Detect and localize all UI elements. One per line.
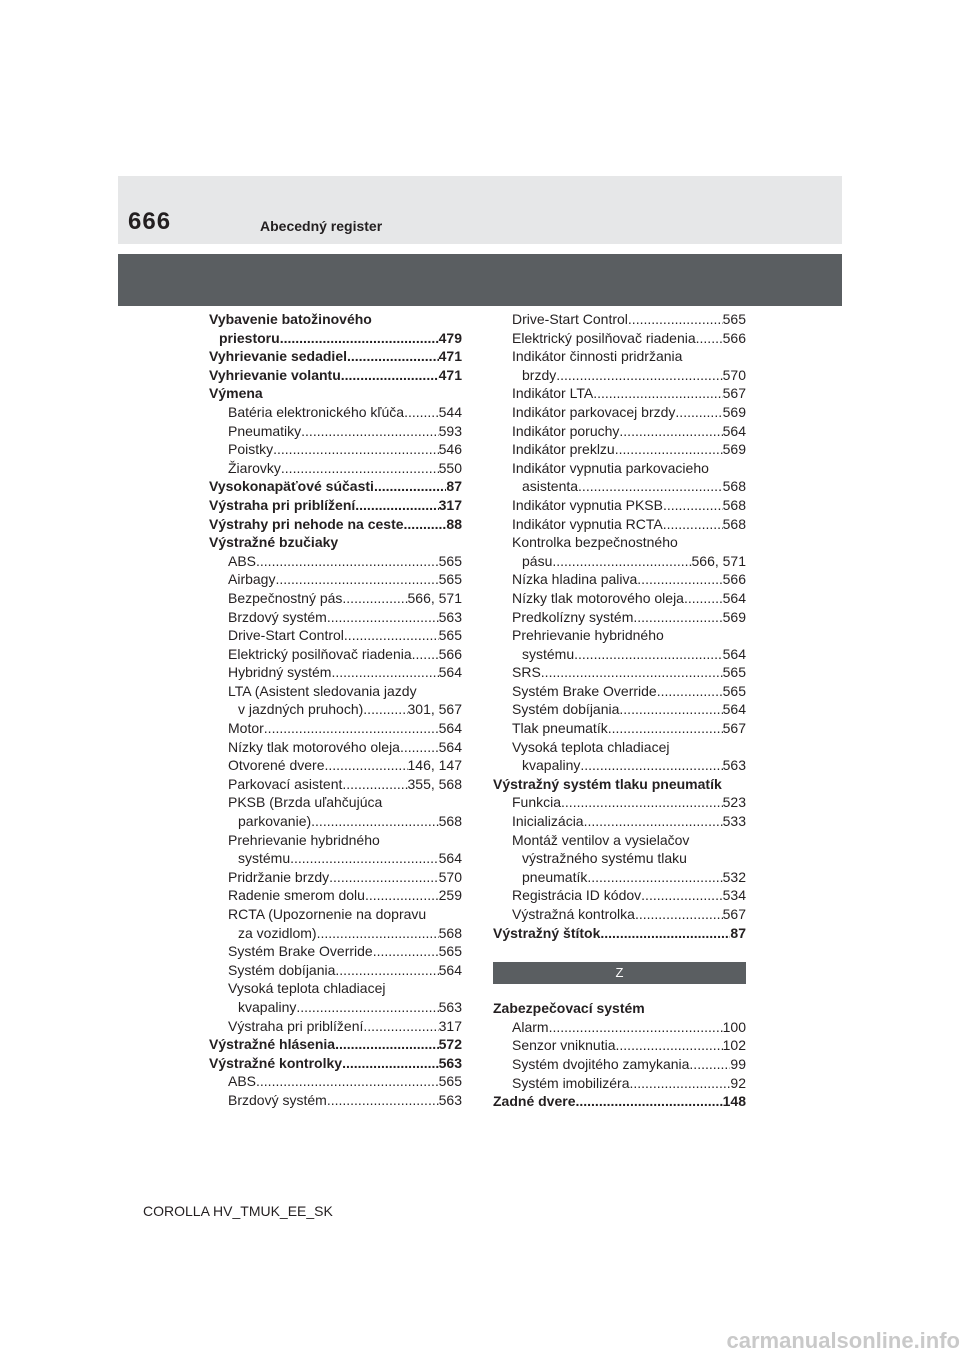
page-reference: 102 bbox=[722, 1037, 746, 1054]
dot-leader bbox=[619, 700, 722, 719]
dot-leader bbox=[342, 589, 407, 608]
page-reference: 567 bbox=[722, 385, 746, 402]
index-term: Predkolízny systém bbox=[512, 608, 634, 625]
index-term: kvapaliny bbox=[238, 998, 297, 1015]
page-reference: 565 bbox=[438, 1073, 462, 1090]
page-reference: 564 bbox=[722, 589, 746, 606]
index-subentry bbox=[209, 589, 462, 608]
index-term: priestoru bbox=[219, 329, 280, 346]
page-reference: 565 bbox=[438, 627, 462, 644]
index-subentry bbox=[209, 626, 462, 645]
index-subentry bbox=[493, 459, 746, 496]
index-entry-list bbox=[493, 310, 746, 942]
index-term: systému bbox=[238, 850, 291, 867]
page-reference: 564 bbox=[722, 422, 746, 439]
index-term: Batéria elektronického kľúča bbox=[228, 403, 405, 420]
page-reference: 564 bbox=[438, 664, 462, 681]
index-term: Brzdový systém bbox=[228, 608, 327, 625]
page-reference: 87 bbox=[730, 924, 746, 941]
page-reference: 87 bbox=[446, 478, 462, 495]
dot-leader bbox=[637, 570, 722, 589]
dot-leader bbox=[344, 626, 439, 645]
index-subentry bbox=[493, 738, 746, 775]
index-entry bbox=[209, 366, 462, 385]
index-term: Vyhrievanie sedadiel bbox=[209, 348, 347, 365]
dot-leader bbox=[329, 868, 438, 887]
index-subentry bbox=[493, 626, 746, 663]
dot-leader bbox=[342, 1054, 439, 1073]
watermark: carmanualsonline.info bbox=[726, 1328, 960, 1353]
index-entry-heading: Vybavenie batožinového bbox=[209, 311, 372, 327]
index-entry bbox=[493, 775, 746, 794]
dot-leader bbox=[629, 1074, 730, 1093]
index-entry-heading: LTA (Asistent sledovania jazdy bbox=[228, 682, 417, 699]
page-reference: 565 bbox=[722, 682, 746, 699]
index-entry-heading: RCTA (Upozornenie na dopravu bbox=[228, 906, 427, 922]
index-subentry bbox=[209, 831, 462, 868]
index-subentry bbox=[493, 831, 746, 887]
index-subentry bbox=[493, 310, 746, 329]
dot-leader bbox=[374, 477, 446, 496]
index-term: Výstražné kontrolky bbox=[209, 1054, 343, 1071]
page-reference: 565 bbox=[722, 664, 746, 681]
dot-leader bbox=[327, 608, 439, 627]
page-reference: 479 bbox=[438, 329, 462, 346]
index-subentry bbox=[493, 793, 746, 812]
dot-leader bbox=[593, 384, 722, 403]
index-entry bbox=[493, 1092, 746, 1111]
index-term: pneumatík bbox=[522, 868, 588, 885]
dot-leader bbox=[400, 738, 439, 757]
page-reference: 565 bbox=[438, 571, 462, 588]
dot-leader bbox=[404, 515, 447, 534]
page-reference: 566 bbox=[722, 329, 746, 346]
page-reference: 564 bbox=[722, 645, 746, 662]
page-reference: 146, 147 bbox=[407, 757, 462, 774]
index-term: ABS bbox=[228, 1073, 257, 1090]
dot-leader bbox=[327, 1091, 439, 1110]
dot-leader bbox=[365, 886, 439, 905]
index-subentry bbox=[209, 961, 462, 980]
index-term: Systém Brake Override bbox=[512, 682, 657, 699]
page-reference: 572 bbox=[438, 1036, 462, 1053]
dot-leader bbox=[635, 905, 723, 924]
page-reference: 565 bbox=[438, 943, 462, 960]
index-column-right bbox=[493, 310, 746, 1111]
page-reference: 568 bbox=[438, 924, 462, 941]
index-term: Drive-Start Control bbox=[228, 627, 344, 644]
dot-leader bbox=[696, 329, 723, 348]
index-subentry bbox=[493, 1018, 746, 1037]
dot-leader bbox=[616, 1036, 723, 1055]
index-entry-heading: Vysoká teplota chladiacej bbox=[228, 980, 386, 997]
index-entry-heading: Indikátor vypnutia parkovacieho bbox=[512, 459, 709, 476]
page-reference: 566 bbox=[722, 571, 746, 588]
index-subentry bbox=[209, 645, 462, 664]
page-reference: 317 bbox=[438, 1017, 462, 1034]
dot-leader bbox=[301, 422, 438, 441]
page-number: 666 bbox=[128, 208, 172, 235]
index-subentry bbox=[493, 1055, 746, 1074]
page-reference: 569 bbox=[722, 441, 746, 458]
index-subentry bbox=[209, 756, 462, 775]
dot-leader bbox=[342, 775, 407, 794]
page-reference: 546 bbox=[438, 441, 462, 458]
page-reference: 565 bbox=[722, 311, 746, 327]
index-entry bbox=[209, 533, 462, 552]
index-term: Výstraha pri priblížení bbox=[228, 1017, 364, 1034]
index-subentry bbox=[493, 440, 746, 459]
section-title: Abecedný register bbox=[260, 218, 383, 234]
index-term: Hybridný systém bbox=[228, 664, 332, 681]
dot-leader bbox=[549, 1018, 723, 1037]
index-subentry bbox=[209, 552, 462, 571]
index-term: Systém dobíjania bbox=[228, 961, 336, 978]
page-reference: 533 bbox=[722, 813, 746, 830]
index-entry bbox=[209, 477, 462, 496]
index-term: Senzor vniknutia bbox=[512, 1037, 616, 1054]
index-term: Brzdový systém bbox=[228, 1091, 327, 1108]
dot-leader bbox=[355, 496, 438, 515]
footer-model-code: COROLLA HV_TMUK_EE_SK bbox=[143, 1203, 333, 1219]
page-reference: 568 bbox=[722, 496, 746, 513]
index-subentry bbox=[209, 868, 462, 887]
index-subentry bbox=[209, 886, 462, 905]
page-reference: 523 bbox=[722, 794, 746, 811]
index-subentry bbox=[493, 347, 746, 384]
index-term: parkovanie) bbox=[238, 813, 312, 830]
dot-leader bbox=[256, 1072, 439, 1091]
index-term: ABS bbox=[228, 552, 257, 569]
index-subentry bbox=[209, 719, 462, 738]
dot-leader bbox=[363, 700, 407, 719]
index-entry bbox=[493, 999, 746, 1018]
dot-leader bbox=[556, 366, 722, 385]
dot-leader bbox=[404, 403, 439, 422]
dot-leader bbox=[296, 998, 438, 1017]
page-reference: 593 bbox=[438, 422, 462, 439]
index-term: brzdy bbox=[522, 366, 557, 383]
index-subentry bbox=[209, 1072, 462, 1091]
page-reference: 259 bbox=[438, 887, 462, 904]
dot-leader bbox=[335, 1035, 439, 1054]
page-reference: 570 bbox=[722, 366, 746, 383]
dot-leader bbox=[641, 886, 722, 905]
index-subentry bbox=[493, 682, 746, 701]
index-entry-list bbox=[209, 310, 462, 1110]
index-subentry bbox=[209, 608, 462, 627]
index-term: Výmena bbox=[209, 385, 263, 402]
index-subentry bbox=[493, 403, 746, 422]
dot-leader bbox=[584, 812, 723, 831]
index-subentry bbox=[493, 384, 746, 403]
index-entry-heading: Kontrolka bezpečnostného bbox=[512, 534, 678, 551]
index-term: v jazdných pruhoch) bbox=[238, 701, 364, 718]
index-term: Indikátor poruchy bbox=[512, 422, 620, 439]
dot-leader bbox=[615, 440, 723, 459]
index-term: Motor bbox=[228, 720, 264, 737]
index-subentry bbox=[493, 663, 746, 682]
index-subentry bbox=[493, 719, 746, 738]
dot-leader bbox=[574, 645, 723, 664]
index-term: Indikátor vypnutia RCTA bbox=[512, 515, 663, 532]
index-subentry bbox=[209, 682, 462, 719]
index-subentry bbox=[209, 979, 462, 1016]
index-subentry bbox=[209, 775, 462, 794]
index-subentry bbox=[493, 570, 746, 589]
dot-leader bbox=[341, 366, 439, 385]
header-band bbox=[118, 176, 842, 244]
page-reference: 92 bbox=[730, 1074, 746, 1091]
dot-leader bbox=[280, 329, 439, 348]
page-reference: 301, 567 bbox=[407, 701, 462, 718]
dot-leader bbox=[628, 310, 723, 329]
page-reference: 564 bbox=[438, 961, 462, 978]
dot-leader bbox=[663, 515, 723, 534]
dot-leader bbox=[363, 1017, 438, 1036]
index-term: systému bbox=[522, 645, 575, 662]
index-term: Otvorené dvere bbox=[228, 757, 325, 774]
page-reference: 355, 568 bbox=[407, 775, 462, 792]
index-term: Systém Brake Override bbox=[228, 943, 373, 960]
index-term: Inicializácia bbox=[512, 813, 584, 830]
index-term: Parkovací asistent bbox=[228, 775, 343, 792]
dot-leader bbox=[347, 347, 439, 366]
index-term: Výstraha pri priblížení bbox=[209, 496, 356, 513]
header-bar bbox=[118, 254, 842, 306]
dot-leader bbox=[575, 1092, 722, 1111]
index-subentry bbox=[209, 905, 462, 942]
page-reference: 563 bbox=[438, 1091, 462, 1108]
index-term: Airbagy bbox=[228, 571, 276, 588]
index-entry bbox=[209, 515, 462, 534]
index-subentry bbox=[493, 886, 746, 905]
dot-leader bbox=[317, 924, 439, 943]
page-reference: 471 bbox=[438, 366, 462, 383]
index-subentry bbox=[209, 1091, 462, 1110]
dot-leader bbox=[290, 849, 439, 868]
page-reference: 564 bbox=[438, 850, 462, 867]
index-subentry bbox=[493, 329, 746, 348]
index-subentry bbox=[209, 440, 462, 459]
index-subentry bbox=[493, 496, 746, 515]
index-subentry bbox=[209, 403, 462, 422]
dot-leader bbox=[256, 552, 439, 571]
index-term: Pneumatiky bbox=[228, 422, 302, 439]
dot-leader bbox=[264, 719, 439, 738]
page-reference: 568 bbox=[438, 813, 462, 830]
page-reference: 563 bbox=[438, 1054, 462, 1071]
index-entry bbox=[209, 310, 462, 347]
dot-leader bbox=[541, 663, 723, 682]
index-subentry bbox=[209, 1017, 462, 1036]
dot-leader bbox=[633, 608, 722, 627]
page-reference: 567 bbox=[722, 906, 746, 922]
index-term: Systém dvojitého zamykania bbox=[512, 1055, 690, 1072]
index-entry-list bbox=[493, 999, 746, 1111]
index-term: Zabezpečovací systém bbox=[493, 1000, 645, 1017]
index-term: Tlak pneumatík bbox=[512, 720, 608, 737]
index-entry-heading: Prehrievanie hybridného bbox=[228, 831, 380, 848]
index-term: Systém imobilizéra bbox=[512, 1074, 630, 1091]
index-term: Vyhrievanie volantu bbox=[209, 366, 341, 383]
dot-leader bbox=[561, 793, 723, 812]
index-subentry bbox=[209, 663, 462, 682]
index-term: Výstrahy pri nehode na ceste bbox=[209, 515, 404, 532]
dot-leader bbox=[552, 552, 691, 571]
dot-leader bbox=[608, 719, 723, 738]
page-reference: 563 bbox=[722, 757, 746, 774]
index-term: Indikátor parkovacej brzdy bbox=[512, 403, 676, 420]
page-reference: 568 bbox=[722, 478, 746, 495]
index-term: Nízky tlak motorového oleja bbox=[228, 738, 400, 755]
page-reference: 99 bbox=[730, 1055, 746, 1072]
page-reference: 564 bbox=[438, 720, 462, 737]
page-reference: 567 bbox=[722, 720, 746, 737]
dot-leader bbox=[275, 570, 438, 589]
page-reference: 88 bbox=[446, 515, 462, 532]
page-reference: 532 bbox=[722, 868, 746, 885]
index-subentry bbox=[209, 942, 462, 961]
page-reference: 566, 571 bbox=[407, 589, 462, 606]
index-entry bbox=[209, 347, 462, 366]
index-entry-heading: Vysoká teplota chladiacej bbox=[512, 738, 670, 755]
index-term: SRS bbox=[512, 664, 541, 681]
page-reference: 544 bbox=[438, 403, 462, 420]
dot-leader bbox=[619, 422, 722, 441]
index-subentry bbox=[493, 589, 746, 608]
index-entry-heading: Montáž ventilov a vysielačov bbox=[512, 831, 690, 848]
index-term: Výstražné hlásenia bbox=[209, 1036, 336, 1053]
index-subentry bbox=[493, 700, 746, 719]
page-reference: 534 bbox=[722, 887, 746, 904]
dot-leader bbox=[675, 403, 722, 422]
dot-leader bbox=[580, 756, 722, 775]
index-term: asistenta bbox=[522, 478, 579, 495]
index-subentry bbox=[493, 905, 746, 924]
dot-leader bbox=[663, 496, 723, 515]
index-term: Elektrický posilňovač riadenia bbox=[228, 645, 412, 662]
dot-leader bbox=[325, 756, 408, 775]
page-reference: 550 bbox=[438, 459, 462, 476]
index-term: Registrácia ID kódov bbox=[512, 887, 642, 904]
index-term: Nízka hladina paliva bbox=[512, 571, 638, 588]
page-reference: 563 bbox=[438, 608, 462, 625]
index-term: Výstražný systém tlaku pneumatík bbox=[493, 775, 722, 792]
index-subentry bbox=[209, 793, 462, 830]
index-entry-heading: výstražného systému tlaku bbox=[522, 850, 687, 867]
page-reference: 471 bbox=[438, 348, 462, 365]
index-term: Nízky tlak motorového oleja bbox=[512, 589, 684, 606]
index-term: Výstražný štítok bbox=[493, 924, 601, 941]
index-subentry bbox=[493, 533, 746, 570]
index-subentry bbox=[209, 459, 462, 478]
dot-leader bbox=[373, 942, 439, 961]
index-term: Drive-Start Control bbox=[512, 311, 628, 327]
index-entry bbox=[209, 496, 462, 515]
index-entry-heading: PKSB (Brzda uľahčujúca bbox=[228, 794, 383, 811]
index-term: Výstražná kontrolka bbox=[512, 906, 635, 922]
page-reference: 564 bbox=[438, 738, 462, 755]
index-term: Výstražné bzučiaky bbox=[209, 534, 339, 551]
page-reference: 148 bbox=[722, 1093, 746, 1110]
index-subentry bbox=[209, 422, 462, 441]
index-term: Žiarovky bbox=[228, 459, 281, 476]
index-subentry bbox=[493, 1036, 746, 1055]
index-subentry bbox=[493, 608, 746, 627]
index-term: pásu bbox=[522, 552, 553, 569]
page-reference: 568 bbox=[722, 515, 746, 532]
index-subentry bbox=[493, 1074, 746, 1093]
index-entry bbox=[209, 384, 462, 403]
index-entry-heading: Indikátor činnosti pridržania bbox=[512, 348, 683, 365]
dot-leader bbox=[331, 663, 438, 682]
page-reference: 317 bbox=[438, 496, 462, 513]
page-reference: 566 bbox=[438, 645, 462, 662]
index-term: Funkcia bbox=[512, 794, 562, 811]
index-term: Pridržanie brzdy bbox=[228, 868, 330, 885]
index-term: Poistky bbox=[228, 441, 274, 458]
dot-leader bbox=[689, 1055, 730, 1074]
page-reference: 100 bbox=[722, 1018, 746, 1035]
index-subentry bbox=[493, 422, 746, 441]
index-term: Indikátor preklzu bbox=[512, 441, 615, 458]
index-term: za vozidlom) bbox=[238, 924, 317, 941]
index-term: Bezpečnostný pás bbox=[228, 589, 343, 606]
dot-leader bbox=[281, 459, 439, 478]
page-reference: 570 bbox=[438, 868, 462, 885]
index-term: Indikátor vypnutia PKSB bbox=[512, 496, 663, 513]
index-column-left bbox=[209, 310, 462, 1110]
index-subentry bbox=[209, 570, 462, 589]
letter-section-header: Z bbox=[493, 962, 746, 984]
dot-leader bbox=[657, 682, 723, 701]
index-entry-heading: Prehrievanie hybridného bbox=[512, 627, 664, 644]
page-reference: 564 bbox=[722, 701, 746, 718]
dot-leader bbox=[600, 924, 730, 943]
page-reference: 569 bbox=[722, 403, 746, 420]
page-reference: 565 bbox=[438, 552, 462, 569]
index-term: Radenie smerom dolu bbox=[228, 887, 365, 904]
dot-leader bbox=[412, 645, 439, 664]
index-subentry bbox=[209, 738, 462, 757]
page-reference: 566, 571 bbox=[691, 552, 746, 569]
page-reference: 563 bbox=[438, 998, 462, 1015]
index-term: Systém dobíjania bbox=[512, 701, 620, 718]
index-subentry bbox=[493, 812, 746, 831]
dot-leader bbox=[587, 868, 722, 887]
index-term: kvapaliny bbox=[522, 757, 581, 774]
page-reference: 569 bbox=[722, 608, 746, 625]
index-term: Zadné dvere bbox=[493, 1093, 576, 1110]
index-term: Indikátor LTA bbox=[512, 385, 594, 402]
dot-leader bbox=[335, 961, 438, 980]
dot-leader bbox=[684, 589, 723, 608]
index-entry bbox=[493, 924, 746, 943]
dot-leader bbox=[311, 812, 438, 831]
dot-leader bbox=[578, 477, 723, 496]
index-term: Alarm bbox=[512, 1018, 549, 1035]
dot-leader bbox=[273, 440, 439, 459]
index-subentry bbox=[493, 515, 746, 534]
index-term: Elektrický posilňovač riadenia bbox=[512, 329, 696, 346]
index-entry bbox=[209, 1054, 462, 1073]
index-term: Vysokonapäťové súčasti bbox=[209, 478, 374, 495]
index-entry bbox=[209, 1035, 462, 1054]
